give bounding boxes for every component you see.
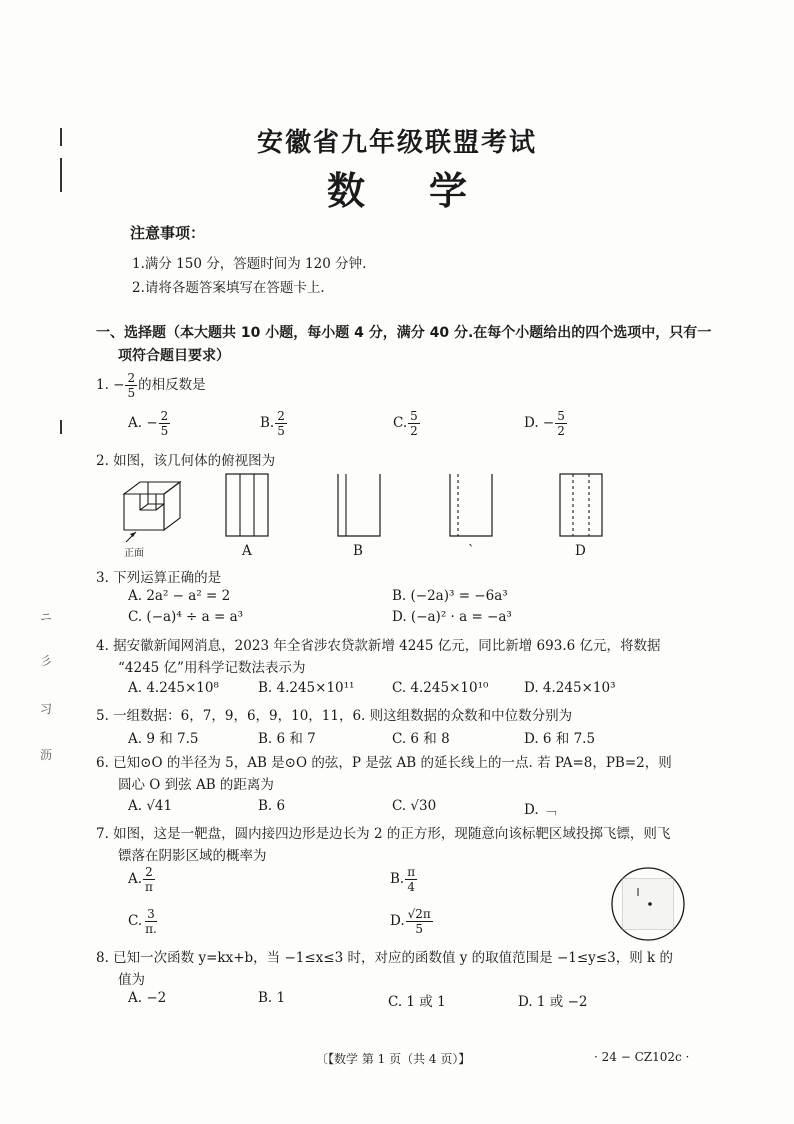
margin-char: 彡 bbox=[40, 654, 53, 668]
q1-option-c: C. $\frac{5}{2}$ bbox=[393, 409, 418, 438]
margin-char: 沥 bbox=[40, 748, 53, 762]
question-6: 6. 已知⊙O 的半径为 5，AB 是⊙O 的弦，P 是弦 AB 的延长线上的一点. 若 PA=8，PB=2，则 bbox=[96, 755, 672, 771]
exam-code: · 24 − CZ102c · bbox=[594, 1050, 690, 1064]
section-heading-cont: 项符合题目要求） bbox=[118, 348, 230, 364]
q2-option-c-figure bbox=[446, 472, 496, 542]
margin-char: 习 bbox=[40, 702, 53, 716]
notice-item: 2.请将各题答案填写在答题卡上. bbox=[132, 280, 325, 296]
q3-option-c: C. (−a)⁴ ÷ a = a³ bbox=[128, 609, 244, 625]
margin-char: ニ bbox=[40, 610, 53, 624]
q3-option-b: B. (−2a)³ = −6a³ bbox=[392, 588, 508, 604]
q2-option-d: D bbox=[575, 543, 586, 559]
question-8-cont: 值为 bbox=[118, 972, 145, 988]
question-7-cont: 镖落在阴影区域的概率为 bbox=[118, 848, 267, 864]
q3-option-d: D. (−a)² · a = −a³ bbox=[392, 609, 512, 625]
q8-option-b: B. 1 bbox=[258, 990, 286, 1006]
section-heading: 一、选择题（本大题共 10 小题，每小题 4 分，满分 40 分.在每个小题给出的四个选项中，只有一 bbox=[96, 325, 712, 341]
q4-option-b: B. 4.245×10¹¹ bbox=[258, 680, 355, 696]
question-5: 5. 一组数据：6，7，9，6，9，10，11，6. 则这组数据的众数和中位数分别为 bbox=[96, 708, 573, 724]
q8-option-a: A. −2 bbox=[128, 990, 167, 1006]
q7-option-d: D. $\frac{√2\pi}{5}$ bbox=[390, 907, 431, 936]
q2-option-b-figure bbox=[334, 472, 384, 542]
q6-option-d: D. ﹁ bbox=[524, 802, 557, 818]
q1-option-a: A. − $\frac{2}{5}$ bbox=[128, 409, 169, 438]
q4-option-c: C. 4.245×10¹⁰ bbox=[392, 680, 489, 696]
q2-option-d-figure bbox=[556, 472, 606, 542]
q4-option-a: A. 4.245×10⁸ bbox=[128, 680, 219, 696]
question-1: 1. − $\frac{2}{5}$ 的相反数是 bbox=[96, 371, 206, 400]
question-4: 4. 据安徽新闻网消息，2023 年全省涉农贷款新增 4245 亿元，同比新增 693.6 亿元，将数据 bbox=[96, 638, 661, 654]
q1-option-d: D. − $\frac{5}{2}$ bbox=[524, 409, 565, 438]
q2-option-a-figure bbox=[222, 472, 272, 542]
q8-option-c: C. 1 或 1 bbox=[388, 994, 446, 1010]
q1-option-b: B. $\frac{2}{5}$ bbox=[260, 409, 285, 438]
notice-heading: 注意事项： bbox=[130, 224, 206, 242]
q5-option-c: C. 6 和 8 bbox=[392, 731, 450, 747]
q8-option-d: D. 1 或 −2 bbox=[518, 994, 588, 1010]
binding-mark bbox=[60, 420, 62, 434]
notice-item: 1.满分 150 分，答题时间为 120 分钟. bbox=[132, 256, 367, 272]
q2-option-a: A bbox=[242, 543, 252, 559]
q5-option-b: B. 6 和 7 bbox=[258, 731, 316, 747]
dartboard-figure bbox=[608, 864, 688, 944]
solid-figure bbox=[118, 474, 188, 550]
q3-option-a: A. 2a² − a² = 2 bbox=[128, 588, 231, 604]
q2-option-c: ` bbox=[468, 543, 475, 559]
question-3: 3. 下列运算正确的是 bbox=[96, 570, 222, 586]
question-6-cont: 圆心 O 到弦 AB 的距离为 bbox=[118, 777, 274, 793]
q4-option-d: D. 4.245×10³ bbox=[524, 680, 616, 696]
q5-option-a: A. 9 和 7.5 bbox=[128, 731, 199, 747]
question-8: 8. 已知一次函数 y=kx+b，当 −1≤x≤3 时，对应的函数值 y 的取值范围是 −1≤y≤3，则 k 的 bbox=[96, 950, 673, 966]
q7-option-a: A. $\frac{2}{\pi}$ bbox=[128, 865, 153, 894]
q2-option-b: B bbox=[353, 543, 363, 559]
question-2: 2. 如图，该几何体的俯视图为 bbox=[96, 453, 276, 469]
q6-option-c: C. √30 bbox=[392, 798, 437, 814]
q6-option-b: B. 6 bbox=[258, 798, 286, 814]
page-footer: 〔【数学 第 1 页（共 4 页）】 bbox=[316, 1052, 471, 1066]
question-4-cont: “4245 亿”用科学记数法表示为 bbox=[118, 660, 306, 676]
front-label: 正面 bbox=[124, 548, 144, 559]
question-7: 7. 如图，这是一靶盘，圆内接四边形是边长为 2 的正方形，现随意向该标靶区域投掷飞镖，则飞 bbox=[96, 826, 671, 842]
q7-option-c: C. $\frac{3}{\pi.}$ bbox=[128, 907, 157, 936]
q5-option-d: D. 6 和 7.5 bbox=[524, 731, 596, 747]
q7-option-b: B. $\frac{\pi}{4}$ bbox=[390, 865, 416, 894]
fraction: $\frac{2}{5}$ bbox=[127, 371, 136, 400]
q6-option-a: A. √41 bbox=[128, 798, 173, 814]
exam-title: 安徽省九年级联盟考试 bbox=[256, 128, 537, 158]
subject-title: 数学 bbox=[326, 168, 531, 213]
